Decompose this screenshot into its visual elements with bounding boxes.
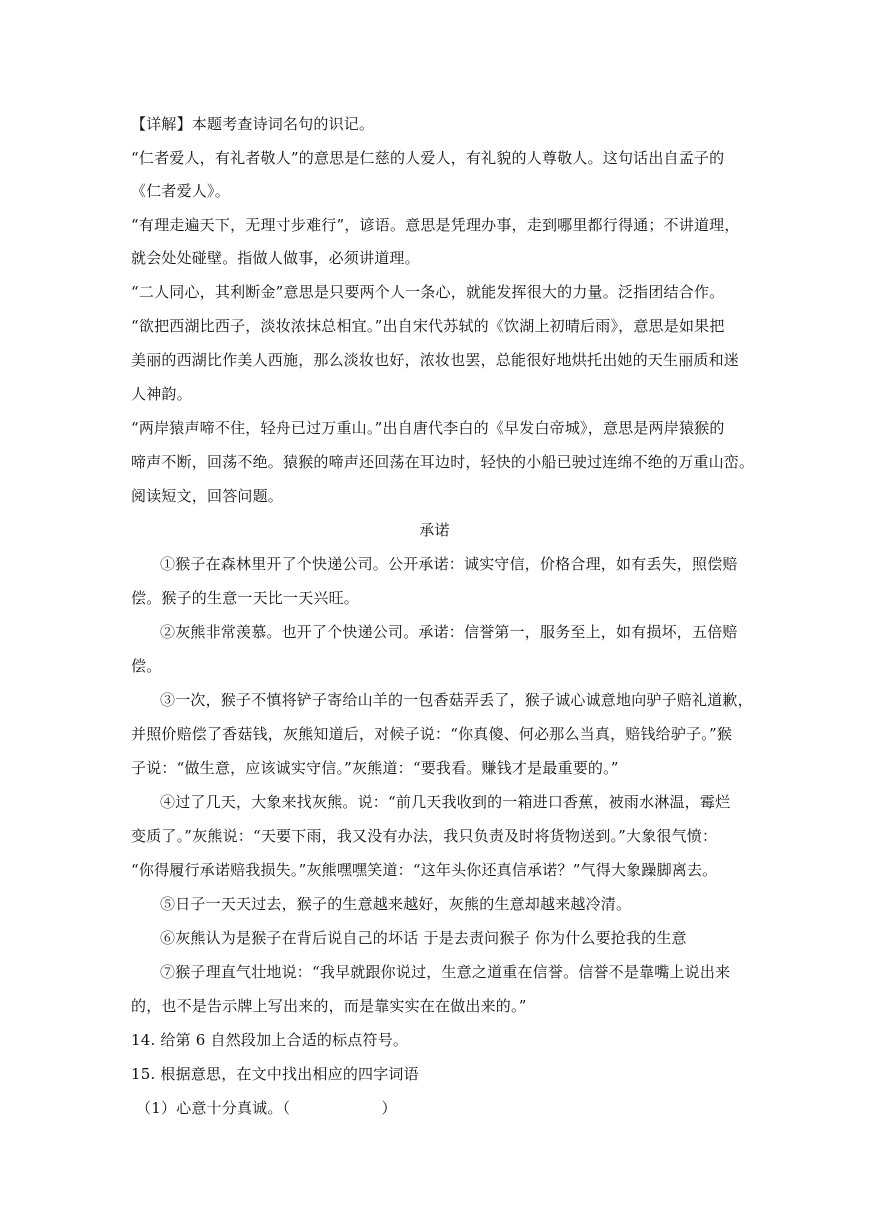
passage-paragraph-3: 并照价赔偿了香菇钱，灰熊知道后，对候子说：“你真傻、何必那么当真，赔钱给驴子。”猴 (131, 725, 733, 743)
explanation-line: 人神韵。 (131, 385, 192, 403)
passage-paragraph-5: ⑤日子一天天过去，猴子的生意越来越好，灰熊的生意却越来越冷清。 (160, 895, 632, 913)
question-15-item-1: （1）心意十分真诚。（ ） (136, 1099, 397, 1117)
passage-paragraph-4: ④过了几天，大象来找灰熊。说：“前几天我收到的一箱进口香蕉，被雨水淋温，霉烂 (160, 793, 731, 811)
passage-paragraph-4: 变质了。”灰熊说：“天要下雨，我又没有办法，我只负责及时将货物送到。”大象很气愤： (131, 827, 718, 845)
question-14: 14. 给第 6 自然段加上合适的标点符号。 (131, 1031, 409, 1049)
passage-paragraph-3: ③一次，猴子不慎将铲子寄给山羊的一包香菇弄丢了，猴子诚心诚意地向驴子赔礼道歉， (160, 691, 753, 709)
explanation-line: “两岸猿声啼不住，轻舟已过万重山。”出自唐代李白的《早发白帝城》，意思是两岸猿猴的 (131, 419, 725, 437)
question-15: 15. 根据意思，在文中找出相应的四字词语 (131, 1065, 419, 1083)
explanation-line: “二人同心，其利断金”意思是只要两个人一条心，就能发挥很大的力量。泛指团结合作。 (131, 283, 725, 301)
explanation-line: 美丽的西湖比作美人西施，那么淡妆也好，浓妆也罢，总能很好地烘托出她的天生丽质和迷 (131, 351, 740, 369)
explanation-line: 就会处处碰壁。指做人做事，必须讲道理。 (131, 249, 420, 267)
explanation-line: “有理走遍天下，无理寸步难行”，谚语。意思是凭理办事，走到哪里都行得通；不讲道理， (131, 216, 740, 234)
passage-title: 承诺 (419, 521, 450, 539)
passage-paragraph-6: ⑥灰熊认为是猴子在背后说自己的坏话 于是去责问猴子 你为什么要抢我的生意 (160, 929, 687, 947)
explanation-line: “欲把西湖比西子，淡妆浓抹总相宜。”出自宋代苏轼的《饮湖上初晴后雨》，意思是如果把 (131, 317, 725, 335)
passage-paragraph-3: 子说：“做生意，应该诚实守信。”灰熊道：“要我看。赚钱才是最重要的。” (131, 759, 619, 777)
passage-paragraph-4: “你得履行承诺赔我损失。”灰熊嘿嘿笑道：“这年头你还真信承诺？”气得大象躁脚离去。 (131, 861, 718, 879)
reading-instruction: 阅读短文，回答问题。 (131, 487, 284, 505)
passage-paragraph-1: 偿。猴子的生意一天比一天兴旺。 (131, 589, 360, 607)
passage-paragraph-7: ⑦猴子理直气壮地说：“我早就跟你说过，生意之道重在信誉。信誉不是靠嘴上说出来 (160, 963, 731, 981)
explanation-line: 《仁者爱人》。 (131, 182, 230, 200)
passage-paragraph-1: ①猴子在森林里开了个快递公司。公开承诺：诚实守信，价格合理，如有丢失，照偿赔 (160, 555, 738, 573)
passage-paragraph-2: ②灰熊非常羡慕。也开了个快递公司。承诺：信誉第一，服务至上，如有损坏，五倍赔 (160, 623, 738, 641)
explanation-line: 啼声不断，回荡不绝。猿猴的啼声还回荡在耳边时，轻快的小船已驶过连绵不绝的万重山峦。 (131, 453, 755, 471)
passage-paragraph-7: 的，也不是告示牌上写出来的，而是靠实实在在做出来的。” (131, 997, 527, 1015)
passage-paragraph-2: 偿。 (131, 657, 162, 675)
explanation-heading: 【详解】本题考查诗词名句的识记。 (131, 115, 375, 133)
explanation-line: “仁者爱人，有礼者敬人”的意思是仁慈的人爱人，有礼貌的人尊敬人。这句话出自孟子的 (131, 149, 725, 167)
